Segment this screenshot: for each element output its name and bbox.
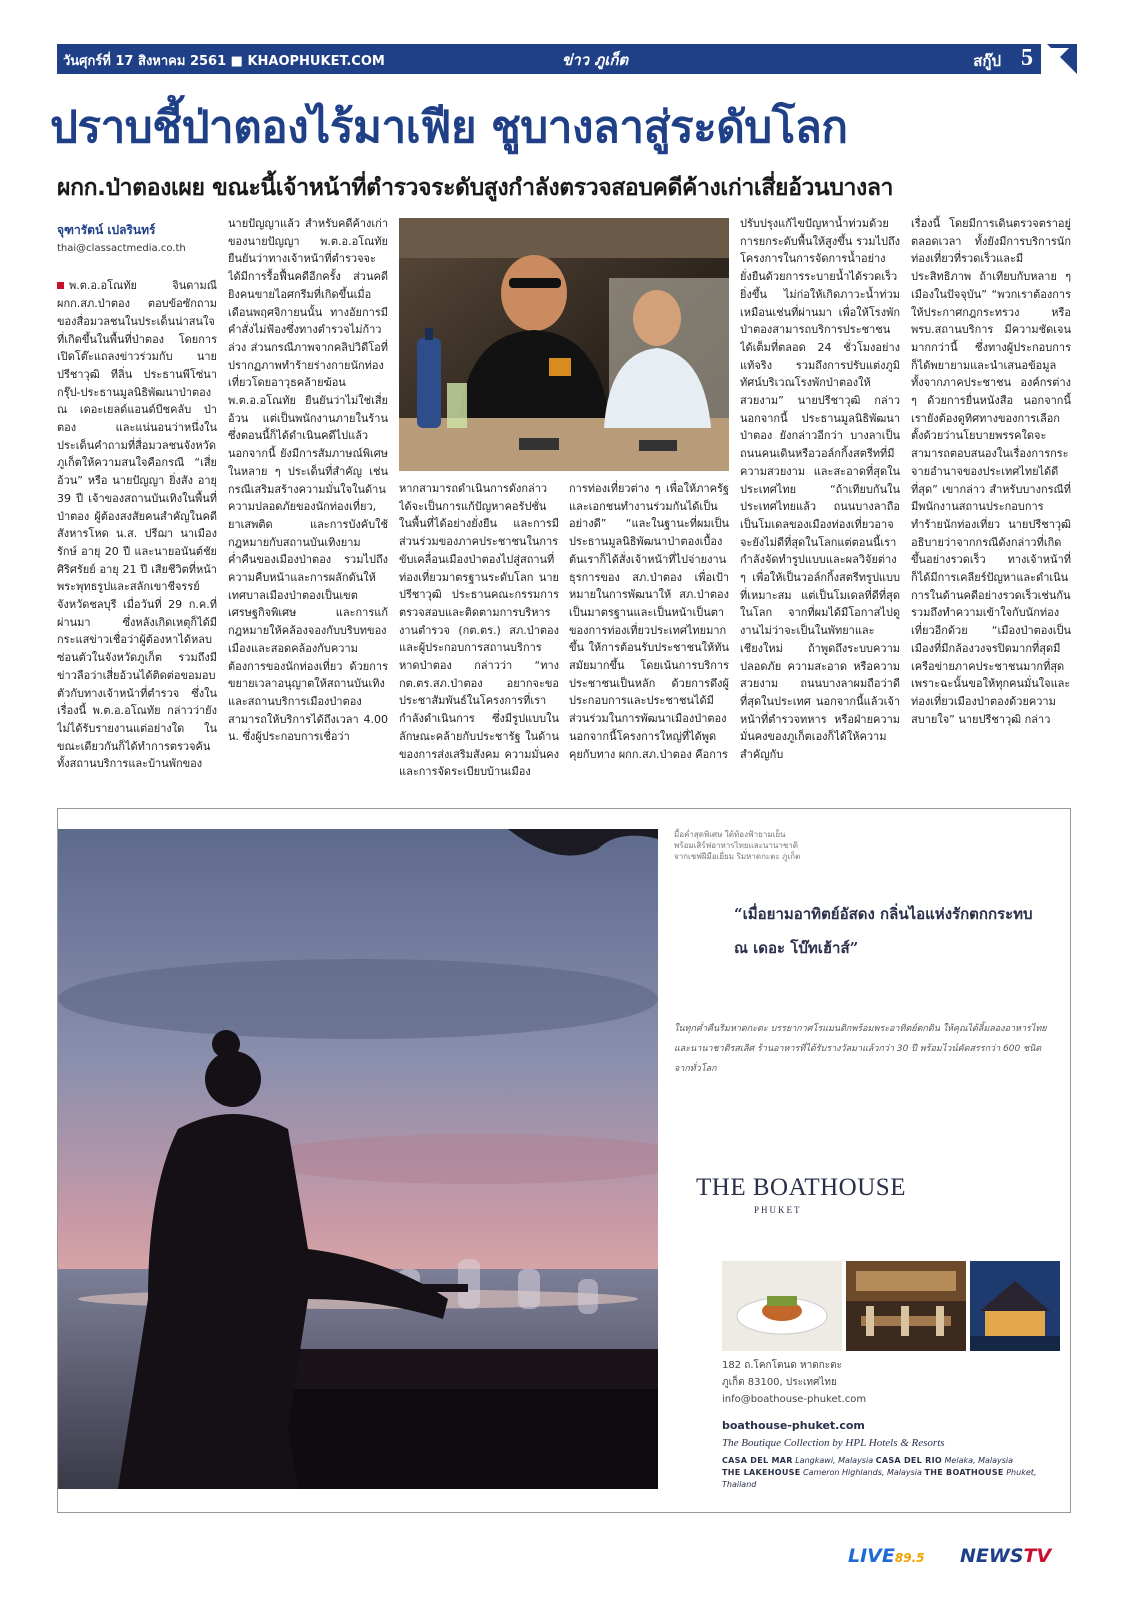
article-column-4 (569, 480, 729, 785)
headline: ปราบชี้ป่าตองไร้มาเฟีย ชูบางลาสู่ระดับโลก (50, 102, 848, 153)
building-night-illustration (970, 1261, 1060, 1351)
ad-small-caption: มื้อค่ำสุดพิเศษ ใต้ท้องฟ้ายามเย็น พร้อมเสิร์ฟอาหารไทยและนานาชาติจากเชฟฝีมือเยี่ยม ริมหาดกะตะ ภูเก็ต (674, 830, 801, 861)
column-text: พ.ต.อ.อโณทัย จินดามณี ผกก.สภ.ป่าตอง ตอบข้อซักถามของสื่อมวลชนในประเด็นน่าสนใจที่เกิดขึ้นในพื้นที่ป่าตอง โดยการเปิดโต๊ะแถลงข่าวร่วมกับ นายปรีชาวุฒิ ทีลิ่น ประธานพีโซ่นากรุ๊ป-ประธานมูลนิธิพัฒนาป่าตอง ณ เดอะเยลด์แอนด์บีชคลับ ป่าตอง และแน่นอนว่าหนึ่งในประเด็นคำถามที่สื่อมวลชนจังหวัดภูเก็ตให้ความสนใจคือกรณี “เสี่ยอ้วน” หรือ นายปัญญา ยิ่งสัง อายุ 39 ปี เจ้าของสถานบันเทิงในพื้นที่ป่าตอง ผู้ต้องสงสัยคนสำคัญในคดีสังหารโหด น.ส. ปรีฌา นาเมืองรักษ์ อายุ 20 ปี และนายอนันต์ชัย ศิริศรัยย์ อายุ 21 ปี เสียชีวิตที่หน้าพระพุทธรูปและสลักเขาชีจรรย์ จังหวัดชลบุรี เมื่อวันที่ 29 ก.ค.ที่ผ่านมา ซึ่งหลังเกิดเหตุก็ได้มีกระแสข่าวเชื่อว่าผู้ต้องหาได้หลบซ่อนตัวในจังหวัดภูเก็ต รวมถึงมีข่าวลือว่าเสี่ยอ้วนได้ติดต่อขอมอบตัวกับทางเจ้าหน้าที่ตำรวจ ซึ่งในเรื่องนี้ พ.ต.อ.อโณทัย กล่าวว่ายังไม่ได้รับรายงานแต่อย่างใด ในขณะเดียวกันก็ได้ทำการตรวจค้นทั้งสถานบริการและบ้านพักของ (57, 279, 217, 771)
ad-thumbnail-dish (722, 1261, 842, 1351)
ad-body-text: ในทุกค่ำคืนริมหาดกะตะ บรรยากาศโรแมนติกพร้อมพระอาทิตย์ตกดิน ให้คุณได้ลิ้มลองอาหารไทยและนานาชาติรสเลิศ ร้านอาหารที่ได้รับรางวัลมาแล้วกว่า 30 ปี พร้อมไวน์คัดสรรกว่า 600 ชนิดจากทั่วโลก (674, 1024, 1047, 1074)
ad-email[interactable]: info@boathouse-phuket.com (722, 1394, 867, 1405)
column-text: การท่องเที่ยวต่าง ๆ เพื่อให้ภาครัฐและเอกชนทำงานร่วมกันได้เป็นอย่างดี” “และในฐานะที่ผมเป็นประธานมูลนิธิพัฒนาป่าตองเบื้องต้นเราก็ได้สั่งเจ้าหน้าที่ไปจ่ายงานธุรการของ สภ.ป่าตอง เพื่อเป้าหมายในการพัฒนาให้ สภ.ป่าตองเป็นมาตรฐานและเป็นหน้าเป็นตาของการท่องเที่ยวประเทศไทยมากขึ้น ให้การต้อนรับประชาชนให้ทันสมัยมากขึ้น โดยเน้นการบริการประชาชนเป็นหลัก ด้วยการดึงผู้ประกอบการและประชาชนได้มีส่วนร่วมในการพัฒนาเมืองป่าตองนอกจากนี้โครงการใหญ่ที่ได้พูดคุยกับทาง ผกก.สภ.ป่าตอง คือการ (569, 482, 729, 761)
paragraph-marker-icon (57, 282, 64, 289)
column-text: นายปัญญาแล้ว สำหรับคดีค้างเก่าของนายปัญญา พ.ต.อ.อโณทัย ยืนยันว่าทางเจ้าหน้าที่ตำรวจจะได้มีการรื้อฟื้นคดีอีกครั้ง ส่วนคดียิงคนขายไอศกรีมที่เกิดขึ้นเมื่อเดือนพฤศจิกายนนั้น ทางอัยการมีคำสั่งไม่ฟ้องซึ่งทางตำรวจไม่ก้าวล่วง ส่วนกรณีภาพจากคลิปวิดีโอที่ปรากฏภาพทำร้ายร่างกายนักท่องเที่ยวโดยอาวุธคล้ายฆ้อน พ.ต.อ.อโณทัย ยืนยันว่าไม่ใช่เสี่ยอ้วน แต่เป็นพนักงานภายในร้าน ซึ่งตอนนี้ก็ได้ดำเนินคดีไปแล้ว นอกจากนี้ ยังมีการสัมภาษณ์พิเศษในหลาย ๆ ประเด็นที่สำคัญ เช่น กรณีเสริมสร้างความมั่นใจในด้านความปลอดภัยของนักท่องเที่ยว, ยาเสพติด และการบังคับใช้กฎหมายกับสถานบันเทิงยามค่ำคืนของเมืองป่าตอง รวมไปถึงความคืบหน้าและการผลักดันให้เทศบาลเมืองป่าตองเป็นเขตเศรษฐกิจพิเศษ และการแก้กฎหมายให้คล้องจองกับบริบทของเมืองและสอดคล้องกับความต้องการของนักท่องเที่ยว ด้วยการขยายเวลาอนุญาตให้สถานบันเทิงและสถานบริการเมืองป่าตองสามารถให้บริการได้ถึงเวลา 4.00 น. ซึ่งผู้ประกอบการเชื่อว่า (228, 217, 388, 744)
ad-address: 182 ถ.โคกโตนด หาดกะตะ ภูเก็ต 83100, ประเทศไทย info@boathouse-phuket.com (722, 1357, 866, 1408)
boathouse-advertisement (57, 808, 1071, 1513)
page-header-bar (57, 44, 1041, 74)
interview-photo-illustration (399, 218, 729, 471)
article-column-5 (740, 215, 900, 785)
boathouse-logo: THE BOATHOUSE (696, 1174, 906, 1201)
corner-arrow-icon (1047, 44, 1077, 74)
column-text: ปรับปรุงแก้ไขปัญหาน้ำท่วมด้วยการยกระดับพื้นให้สูงขึ้น รวมไปถึงโครงการในการจัดการน้ำอย่างยั่งยืนด้วยการระบายน้ำได้รวดเร็วยิ่งขึ้น ไม่ก่อให้เกิดภาวะน้ำท่วมเหมือนเช่นที่ผ่านมา เพื่อให้โรงพักป่าตองสามารถบริการประชาชนได้เต็มที่ตลอด 24 ชั่วโมงอย่างแท้จริง รวมถึงการปรับแต่งภูมิทัศน์บริเวณโรงพักป่าตองให้สวยงาม” นายปรีชาวุฒิ กล่าว นอกจากนี้ ประธานมูลนิธิพัฒนาป่าตอง ยังกล่าวอีกว่า บางลาเป็นถนนคนเดินหรือวอล์กกิ้งสตรีทที่มีความสวยงาม และสะอาดที่สุดในประเทศไทย “ถ้าเทียบกันในประเทศไทยแล้ว ถนนบางลาถือเป็นโมเดลของเมืองท่องเที่ยวอาจจะยังไม่ดีที่สุดในโลกแต่ตอนนี้เรากำลังจัดทำรูปแบบและผลวิจัยต่าง ๆ เพื่อให้เป็นวอล์กกิ้งสตรีทรูปแบบที่เหมาะสม แต่เป็นโมเดลที่ดีที่สุดในโลก จากที่ผมได้มีโอกาสไปดูงานไม่ว่าจะเป็นในพัทยาและเชียงใหม่ ถ้าพูดถึงระบบความปลอดภัย ความสะอาด หรือความสวยงาม ถนนบางลาผมถือว่าดีที่สุดในประเทศ นอกจากนี้แล้วเจ้าหน้าที่ตำรวจทหาร หรือฝ่ายความมั่นคงของภูเก็ตเองก็ได้ให้ความสำคัญกับ (740, 217, 900, 762)
article-photo (399, 218, 729, 471)
news-tv-logo: NEWSTV (960, 1545, 1052, 1567)
page-number: 5 (1021, 45, 1033, 71)
byline-name: จุฑารัตน์ เปลรินทร์ (57, 223, 156, 237)
article-column-3 (399, 480, 559, 785)
ad-quote: “เมื่อยามอาทิตย์อัสดง กลิ่นไอแห่งรักตกกระทบ ณ เดอะ โบ๊ทเฮ้าส์” (734, 905, 1033, 957)
dining-room-illustration (846, 1261, 966, 1351)
ad-sunset-photo (58, 829, 658, 1489)
date-and-site: วันศุกร์ที่ 17 สิงหาคม 2561 ■ KHAOPHUKET.COM (63, 54, 385, 69)
boathouse-logo-sub: PHUKET (754, 1205, 802, 1215)
dish-photo-illustration (722, 1261, 842, 1351)
ad-properties-list: CASA DEL MAR Langkawi, Malaysia CASA DEL RIO Melaka, Malaysia THE LAKEHOUSE Cameron Highlands, Malaysia THE BOATHOUSE Phuket, Thailand (722, 1456, 1037, 1489)
ad-thumbnail-exterior (970, 1261, 1060, 1351)
column-text: หากสามารถดำเนินการดังกล่าวได้จะเป็นการแก้ปัญหาคอรัปชั่นในพื้นที่ได้อย่างยั่งยืน และการมีส่วนร่วมของภาคประชาชนในการขับเคลื่อนเมืองป่าตองไปสู่สถานที่ท่องเที่ยวมาตรฐานระดับโลก นายปรีชาวุฒิ ประธานคณะกรรมการตรวจสอบและติดตามการบริหารงานตำรวจ (กต.ตร.) สภ.ป่าตอง และผู้ประกอบการสถานบริการหาดป่าตอง กล่าวว่า “ทาง กต.ตร.สภ.ป่าตอง อยากจะขอประชาสัมพันธ์ในโครงการที่เรากำลังดำเนินการ ซึ่งมีรูปแบบในลักษณะคล้ายกับประชารัฐ ในด้านของการส่งเสริมสังคม ความมั่นคงและการจัดระเบียบบ้านเมือง (399, 482, 559, 779)
article-column-1 (57, 222, 217, 782)
article-column-2 (228, 215, 388, 785)
ad-thumbnail-restaurant (846, 1261, 966, 1351)
ad-text-panel (674, 829, 1054, 1489)
subheadline: ผกก.ป่าตองเผย ขณะนี้เจ้าหน้าที่ตำรวจระดับสูงกำลังตรวจสอบคดีค้างเก่าเสี่ยอ้วนบางลา (57, 175, 894, 201)
waitress-sunset-illustration (58, 829, 658, 1489)
ad-website-link[interactable]: boathouse-phuket.com (722, 1419, 865, 1432)
live-radio-logo: LIVE89.5 (848, 1545, 925, 1567)
byline-email[interactable]: thai@classactmedia.co.th (57, 242, 186, 254)
ad-collection: The Boutique Collection by HPL Hotels & Resorts (722, 1437, 945, 1449)
article-column-6 (911, 215, 1071, 785)
newspaper-logo: ข่าว ภูเก็ต (562, 51, 629, 69)
section-name: สกู๊ป (973, 52, 1001, 70)
column-text: เรื่องนี้ โดยมีการเดินตรวจตราอยู่ตลอดเวลา ทั้งยังมีการบริการนักท่องเที่ยวที่รวดเร็วและมีประสิทธิภาพ ถ้าเทียบกับหลาย ๆ เมืองในปัจจุบัน” “พวกเราต้องการให้ประกาศกฎกระทรวง หรือ พรบ.สถานบริการ มีความชัดเจนมากกว่านี้ ซึ่งทางผู้ประกอบการก็ได้พยายามและนำเสนอข้อมูล ทั้งจากภาคประชาชน องค์กรต่าง ๆ ด้วยการยื่นหนังสือ นอกจากนี้เรายังต้องดูทิศทางของการเลือกตั้งด้วยว่านโยบายพรรคใดจะสามารถตอบสนองในเรื่องการกระจายอำนาจของประเทศไทยได้ดีที่สุด” เขากล่าว สำหรับบางกรณีที่มีพนักงานสถานประกอบการทำร้ายนักท่องเที่ยว นายปรีชาวุฒิ อธิบายว่าจากกรณีดังกล่าวที่เกิดขึ้นอย่างรวดเร็ว ทางเจ้าหน้าที่ก็ได้มีการเคลียร์ปัญหาและดำเนินการในด้านคดีอย่างรวดเร็วเช่นกัน รวมถึงทำความเข้าใจกับนักท่องเที่ยวอีกด้วย “เมืองป่าตองเป็นเมืองที่มีกล้องวงจรปิดมากที่สุดมีเครือข่ายภาคประชาชนมากที่สุด เพราะฉะนั้นขอให้ทุกคนมั่นใจและท่องเที่ยวเมืองป่าตองด้วยความสบายใจ” นายปรีชาวุฒิ กล่าว (911, 217, 1071, 726)
